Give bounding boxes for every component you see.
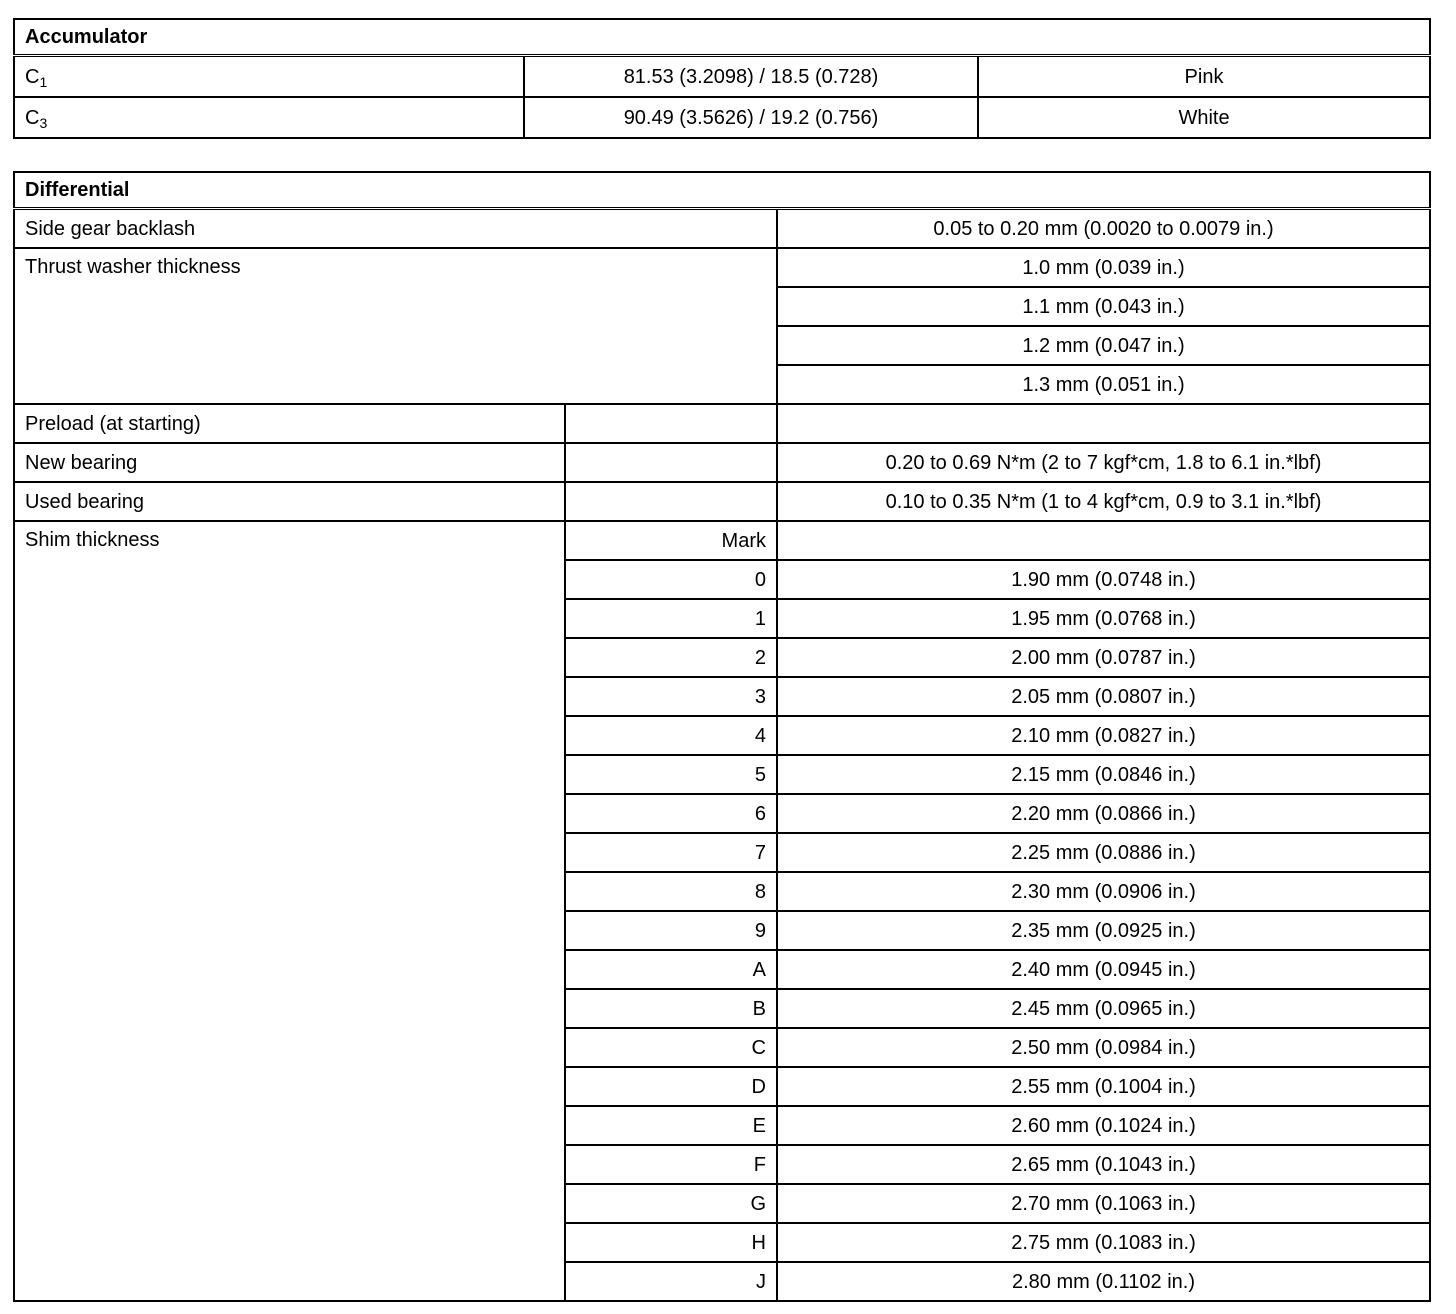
accumulator-table <box>13 18 1431 139</box>
shim-mark: 0 <box>565 560 777 599</box>
accumulator-spring-color: White <box>978 97 1430 138</box>
accumulator-piston-name: $C_1$ <box>14 56 524 98</box>
shim-thickness-value: 2.30 mm (0.0906 in.) <box>777 872 1430 911</box>
differential-table <box>13 171 1431 1302</box>
accumulator-spring-spec: 81.53 (3.2098) / 18.5 (0.728) <box>524 56 978 98</box>
accumulator-piston-name: $C_3$ <box>14 97 524 138</box>
new-bearing-value: 0.20 to 0.69 N*m (2 to 7 kgf*cm, 1.8 to 6.1 in.*lbf) <box>777 443 1430 482</box>
shim-mark: 2 <box>565 638 777 677</box>
table-row <box>14 209 1430 249</box>
shim-mark: G <box>565 1184 777 1223</box>
empty-cell <box>777 521 1430 560</box>
shim-thickness-value: 2.80 mm (0.1102 in.) <box>777 1262 1430 1301</box>
thrust-washer-value: 1.3 mm (0.051 in.) <box>777 365 1430 404</box>
shim-thickness-value: 1.90 mm (0.0748 in.) <box>777 560 1430 599</box>
new-bearing-label: New bearing <box>14 443 565 482</box>
shim-mark: 8 <box>565 872 777 911</box>
shim-mark: A <box>565 950 777 989</box>
shim-thickness-value: 2.45 mm (0.0965 in.) <box>777 989 1430 1028</box>
thrust-washer-label: Thrust washer thickness <box>14 248 777 404</box>
thrust-washer-value: 1.2 mm (0.047 in.) <box>777 326 1430 365</box>
shim-mark: E <box>565 1106 777 1145</box>
shim-mark: 3 <box>565 677 777 716</box>
shim-thickness-value: 2.50 mm (0.0984 in.) <box>777 1028 1430 1067</box>
table-row <box>14 482 1430 521</box>
shim-mark: 5 <box>565 755 777 794</box>
shim-mark: 4 <box>565 716 777 755</box>
shim-mark: D <box>565 1067 777 1106</box>
empty-cell <box>777 404 1430 443</box>
side-gear-backlash-label: Side gear backlash <box>14 209 777 249</box>
shim-thickness-value: 2.20 mm (0.0866 in.) <box>777 794 1430 833</box>
shim-mark: 7 <box>565 833 777 872</box>
empty-cell <box>565 443 777 482</box>
shim-thickness-value: 2.00 mm (0.0787 in.) <box>777 638 1430 677</box>
table-row <box>14 248 1430 287</box>
shim-thickness-value: 2.25 mm (0.0886 in.) <box>777 833 1430 872</box>
shim-thickness-value: 2.10 mm (0.0827 in.) <box>777 716 1430 755</box>
shim-thickness-value: 1.95 mm (0.0768 in.) <box>777 599 1430 638</box>
shim-thickness-value: 2.70 mm (0.1063 in.) <box>777 1184 1430 1223</box>
used-bearing-label: Used bearing <box>14 482 565 521</box>
shim-mark: 1 <box>565 599 777 638</box>
shim-mark: B <box>565 989 777 1028</box>
accumulator-spring-color: Pink <box>978 56 1430 98</box>
side-gear-backlash-value: 0.05 to 0.20 mm (0.0020 to 0.0079 in.) <box>777 209 1430 249</box>
shim-mark: 6 <box>565 794 777 833</box>
shim-mark: C <box>565 1028 777 1067</box>
shim-thickness-value: 2.05 mm (0.0807 in.) <box>777 677 1430 716</box>
empty-cell <box>565 404 777 443</box>
shim-thickness-value: 2.55 mm (0.1004 in.) <box>777 1067 1430 1106</box>
used-bearing-value: 0.10 to 0.35 N*m (1 to 4 kgf*cm, 0.9 to 3.1 in.*lbf) <box>777 482 1430 521</box>
shim-mark: F <box>565 1145 777 1184</box>
accumulator-spring-spec: 90.49 (3.5626) / 19.2 (0.756) <box>524 97 978 138</box>
shim-thickness-label: Shim thickness <box>14 521 565 1301</box>
shim-mark: 9 <box>565 911 777 950</box>
table-row <box>14 521 1430 560</box>
shim-mark: J <box>565 1262 777 1301</box>
shim-mark: H <box>565 1223 777 1262</box>
differential-title: Differential <box>14 172 1430 209</box>
table-row <box>14 56 1430 98</box>
shim-thickness-value: 2.60 mm (0.1024 in.) <box>777 1106 1430 1145</box>
shim-mark-header: Mark <box>565 521 777 560</box>
shim-thickness-value: 2.15 mm (0.0846 in.) <box>777 755 1430 794</box>
shim-thickness-value: 2.65 mm (0.1043 in.) <box>777 1145 1430 1184</box>
empty-cell <box>565 482 777 521</box>
shim-thickness-value: 2.40 mm (0.0945 in.) <box>777 950 1430 989</box>
shim-thickness-value: 2.75 mm (0.1083 in.) <box>777 1223 1430 1262</box>
table-row <box>14 443 1430 482</box>
preload-label: Preload (at starting) <box>14 404 565 443</box>
thrust-washer-value: 1.0 mm (0.039 in.) <box>777 248 1430 287</box>
table-row <box>14 404 1430 443</box>
accumulator-title: Accumulator <box>14 19 1430 56</box>
shim-thickness-value: 2.35 mm (0.0925 in.) <box>777 911 1430 950</box>
accumulator-header-row <box>14 19 1430 56</box>
differential-header-row <box>14 172 1430 209</box>
table-row <box>14 97 1430 138</box>
thrust-washer-value: 1.1 mm (0.043 in.) <box>777 287 1430 326</box>
